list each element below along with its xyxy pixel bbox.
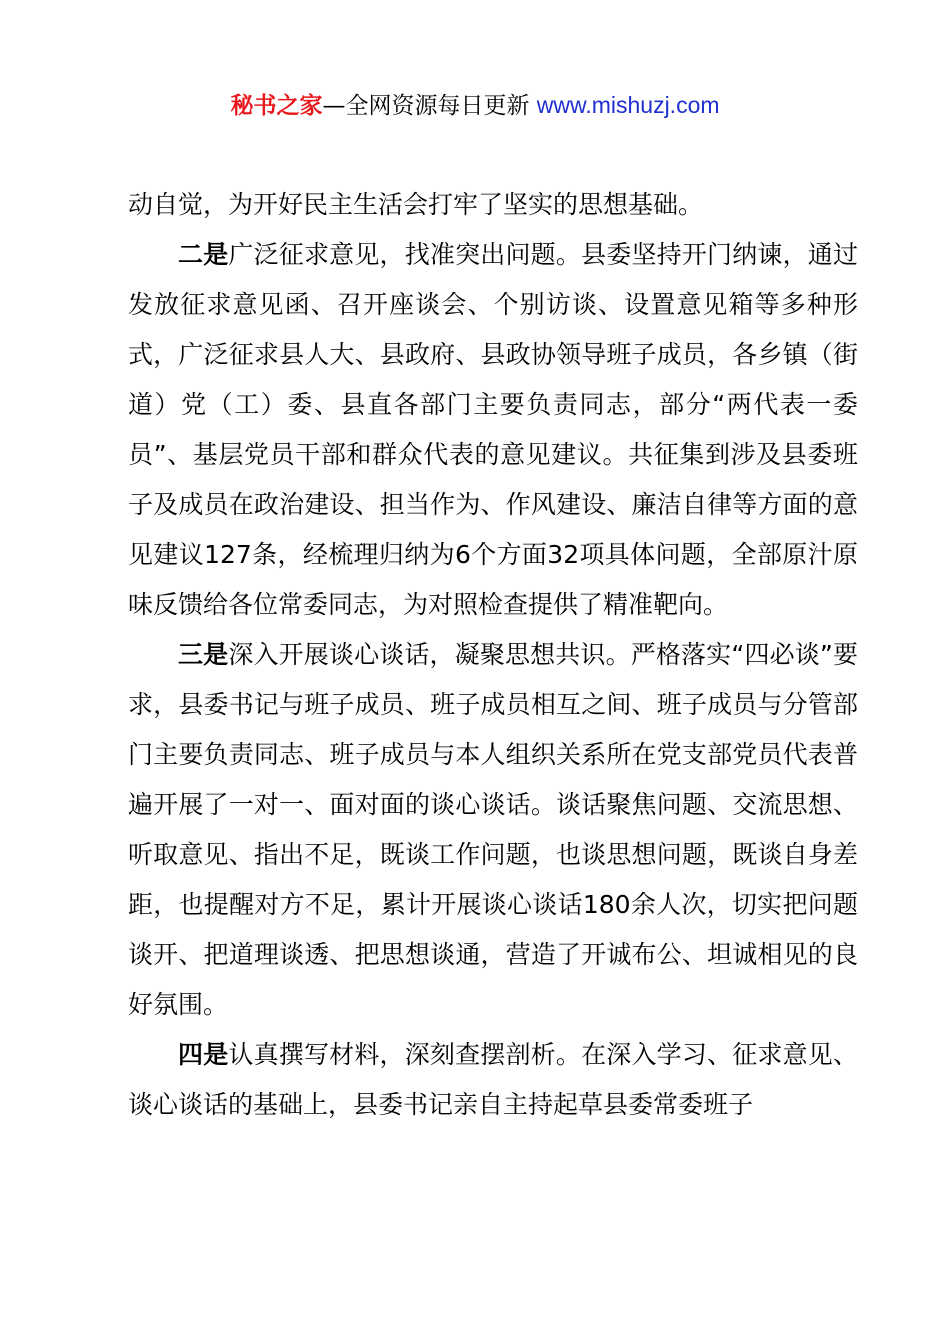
paragraph-1 bbox=[128, 180, 858, 230]
paragraph-3-text: 深入开展谈心谈话，凝聚思想共识。严格落实“四必谈”要求，县委书记与班子成员、班子成员相互之间、班子成员与分管部门主要负责同志、班子成员与本人组织关系所在党支部党员代表普遍开展了一对一、面对面的谈心谈话。谈话聚焦问题、交流思想、听取意见、指出不足，既谈工作问题，也谈思想问题，既谈自身差距，也提醒对方不足，累计开展谈心谈话180余人次，切实把问题谈开、把道理谈透、把思想谈通，营造了开诚布公、坦诚相见的良好氛围。 bbox=[128, 640, 858, 1019]
paragraph-2 bbox=[128, 230, 858, 630]
header-tagline: —全网资源每日更新 bbox=[322, 93, 537, 119]
paragraph-3 bbox=[128, 630, 858, 1030]
paragraph-4-text: 认真撰写材料，深刻查摆剖析。在深入学习、征求意见、谈心谈话的基础上，县委书记亲自主持起草县委常委班子 bbox=[128, 1040, 858, 1119]
paragraph-1-text: 动自觉，为开好民主生活会打牢了坚实的思想基础。 bbox=[128, 190, 704, 219]
site-header bbox=[0, 88, 950, 123]
paragraph-2-lead: 二是 bbox=[178, 240, 229, 269]
paragraph-4-lead: 四是 bbox=[178, 1040, 229, 1069]
document-body bbox=[128, 180, 858, 1130]
site-url-link[interactable]: www.mishuzj.com bbox=[536, 92, 720, 118]
brand-name: 秘书之家 bbox=[230, 93, 323, 119]
paragraph-3-lead: 三是 bbox=[178, 640, 229, 669]
paragraph-2-text: 广泛征求意见，找准突出问题。县委坚持开门纳谏，通过发放征求意见函、召开座谈会、个别访谈、设置意见箱等多种形式，广泛征求县人大、县政府、县政协领导班子成员，各乡镇（街道）党（工）委、县直各部门主要负责同志，部分“两代表一委员”、基层党员干部和群众代表的意见建议。共征集到涉及县委班子及成员在政治建设、担当作为、作风建设、廉洁自律等方面的意见建议127条，经梳理归纳为6个方面32项具体问题，全部原汁原味反馈给各位常委同志，为对照检查提供了精准靶向。 bbox=[128, 240, 858, 619]
paragraph-4 bbox=[128, 1030, 858, 1130]
